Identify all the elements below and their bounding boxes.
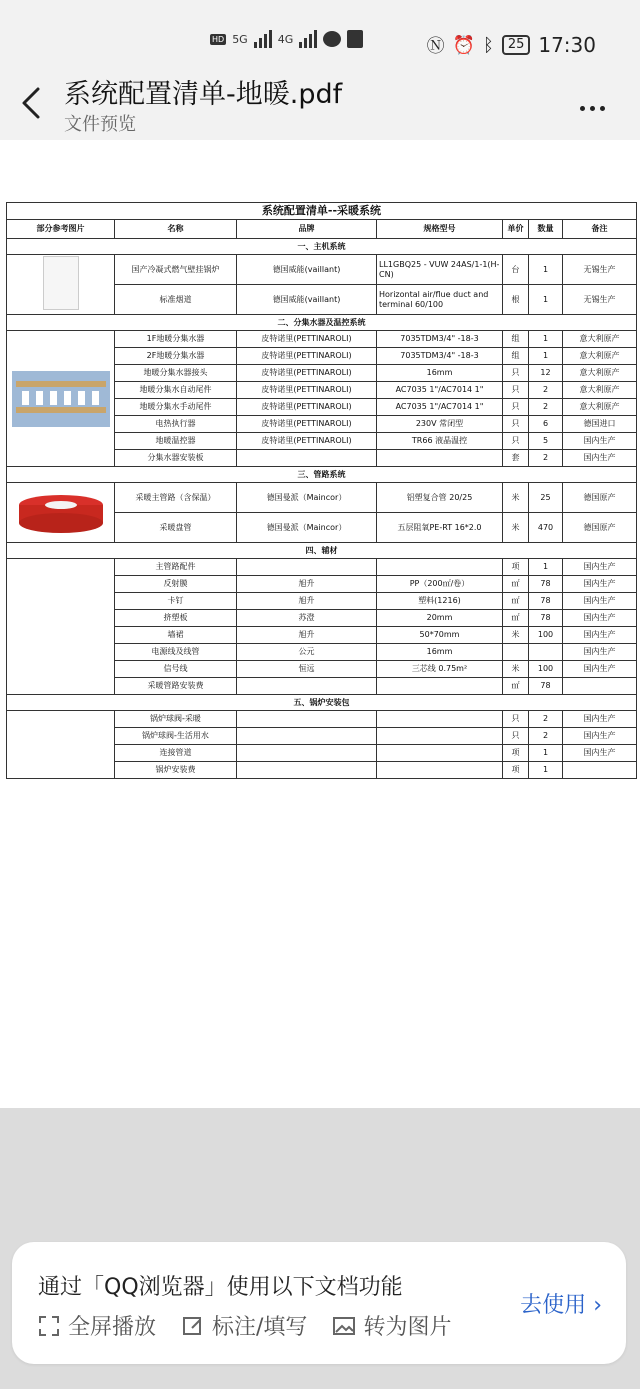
section-row xyxy=(7,315,637,331)
table-cell: 7035TDM3/4" -18-3 xyxy=(377,348,503,365)
fullscreen-button[interactable] xyxy=(38,1310,156,1341)
page-title: 系统配置清单-地暖.pdf xyxy=(64,79,343,110)
back-arrow-icon[interactable] xyxy=(18,86,46,120)
table-cell: 项 xyxy=(503,762,529,779)
clock: 17:30 xyxy=(538,33,596,57)
table-cell: 2 xyxy=(529,711,563,728)
table-cell: 意大利原产 xyxy=(563,331,637,348)
table-cell: 只 xyxy=(503,711,529,728)
column-header: 部分参考图片 xyxy=(7,220,115,239)
table-cell: 套 xyxy=(503,450,529,467)
table-cell: 78 xyxy=(529,576,563,593)
section-row xyxy=(7,695,637,711)
table-cell: 只 xyxy=(503,365,529,382)
signal-icon-2 xyxy=(299,30,317,48)
table-cell xyxy=(377,762,503,779)
table-cell: 无锡生产 xyxy=(563,285,637,315)
table-cell: 2 xyxy=(529,399,563,416)
table-cell: 1 xyxy=(529,762,563,779)
promo-features xyxy=(38,1310,451,1341)
table-cell xyxy=(237,450,377,467)
table-cell: ㎡ xyxy=(503,610,529,627)
document-preview[interactable] xyxy=(0,140,640,1108)
table-cell xyxy=(563,678,637,695)
reference-image-cell xyxy=(7,711,115,779)
table-cell xyxy=(377,678,503,695)
table-cell: 1 xyxy=(529,331,563,348)
battery-icon: 25 xyxy=(502,35,531,55)
table-cell: 项 xyxy=(503,745,529,762)
table-cell xyxy=(237,728,377,745)
table-cell: 五层阻氧PE-RT 16*2.0 xyxy=(377,513,503,543)
more-options-icon[interactable] xyxy=(580,96,610,106)
table-cell: 锅炉球阀-生活用水 xyxy=(115,728,237,745)
table-row xyxy=(7,255,637,285)
column-header: 品牌 xyxy=(237,220,377,239)
table-cell xyxy=(237,559,377,576)
reference-image-cell xyxy=(7,331,115,467)
use-now-button[interactable] xyxy=(520,1288,602,1319)
message-icon xyxy=(323,31,341,47)
table-caption: 系统配置清单--采暖系统 xyxy=(7,203,637,220)
fullscreen-label: 全屏播放 xyxy=(68,1315,157,1340)
table-cell: 100 xyxy=(529,661,563,678)
table-cell: ㎡ xyxy=(503,593,529,610)
table-cell xyxy=(563,762,637,779)
table-cell: 国内生产 xyxy=(563,644,637,661)
table-cell: TR66 液晶温控 xyxy=(377,433,503,450)
table-cell: 德国威能(vaillant) xyxy=(237,255,377,285)
table-cell: 2 xyxy=(529,382,563,399)
table-cell: 反射膜 xyxy=(115,576,237,593)
table-cell: 米 xyxy=(503,627,529,644)
table-cell: PP（200㎡/卷） xyxy=(377,576,503,593)
notification-icon xyxy=(347,30,363,48)
boiler-image xyxy=(43,256,79,310)
table-cell: 挤塑板 xyxy=(115,610,237,627)
table-row xyxy=(7,483,637,513)
table-cell: 国内生产 xyxy=(563,450,637,467)
table-cell: 米 xyxy=(503,483,529,513)
to-image-button[interactable] xyxy=(333,1310,451,1341)
edit-icon xyxy=(182,1315,204,1337)
table-cell: 德国原产 xyxy=(563,513,637,543)
table-cell: 5 xyxy=(529,433,563,450)
table-cell xyxy=(237,745,377,762)
table-cell: 电源线及线管 xyxy=(115,644,237,661)
table-cell: 6 xyxy=(529,416,563,433)
table-cell: 电热执行器 xyxy=(115,416,237,433)
table-cell: ㎡ xyxy=(503,576,529,593)
table-cell: 国内生产 xyxy=(563,711,637,728)
alarm-icon: ⏰ xyxy=(452,34,475,56)
reference-image-cell xyxy=(7,483,115,543)
table-cell: 主管路配件 xyxy=(115,559,237,576)
table-cell: 1 xyxy=(529,559,563,576)
table-cell: AC7035 1"/AC7014 1" xyxy=(377,399,503,416)
caption-row xyxy=(7,203,637,220)
table-cell: 组 xyxy=(503,348,529,365)
table-cell: 25 xyxy=(529,483,563,513)
table-cell xyxy=(377,745,503,762)
table-cell: 78 xyxy=(529,593,563,610)
table-cell: Horizontal air/flue duct and terminal 60/100 xyxy=(377,285,503,315)
manifold-image xyxy=(12,371,110,427)
table-cell: 信号线 xyxy=(115,661,237,678)
table-cell: 苏澄 xyxy=(237,610,377,627)
page-subtitle: 文件预览 xyxy=(64,114,136,135)
table-cell: 意大利原产 xyxy=(563,399,637,416)
table-cell: 皮特诺里(PETTINAROLI) xyxy=(237,365,377,382)
table-cell: 米 xyxy=(503,661,529,678)
table-row xyxy=(7,559,637,576)
table-cell: 地暖分集水手动尾件 xyxy=(115,399,237,416)
table-cell: 无锡生产 xyxy=(563,255,637,285)
table-cell: 只 xyxy=(503,382,529,399)
table-cell: 国内生产 xyxy=(563,728,637,745)
status-left xyxy=(210,30,363,48)
table-cell: 2 xyxy=(529,728,563,745)
table-cell: 16mm xyxy=(377,644,503,661)
hd-icon: HD xyxy=(212,34,225,44)
table-cell: 恒远 xyxy=(237,661,377,678)
table-cell: 1 xyxy=(529,255,563,285)
table-cell: 连接管道 xyxy=(115,745,237,762)
table-cell: 230V 常闭型 xyxy=(377,416,503,433)
table-cell xyxy=(503,644,529,661)
table-cell: 2F地暖分集水器 xyxy=(115,348,237,365)
table-cell xyxy=(237,711,377,728)
table-cell: 只 xyxy=(503,728,529,745)
image-icon xyxy=(333,1315,355,1337)
table-cell: 采暖管路安装费 xyxy=(115,678,237,695)
header-row xyxy=(7,220,637,239)
table-cell: 国产冷凝式燃气壁挂锅炉 xyxy=(115,255,237,285)
network-b-label: 4G xyxy=(277,32,294,46)
use-now-label: 去使用 xyxy=(520,1293,587,1318)
annotate-label: 标注/填写 xyxy=(212,1315,308,1340)
table-cell: 16mm xyxy=(377,365,503,382)
table-cell xyxy=(377,450,503,467)
table-cell: 国内生产 xyxy=(563,559,637,576)
pipe-coil-image xyxy=(16,493,106,533)
table-cell: 意大利原产 xyxy=(563,348,637,365)
promo-card xyxy=(12,1242,626,1364)
table-cell: AC7035 1"/AC7014 1" xyxy=(377,382,503,399)
table-cell: 皮特诺里(PETTINAROLI) xyxy=(237,382,377,399)
table-cell: 国内生产 xyxy=(563,433,637,450)
section-row xyxy=(7,467,637,483)
table-cell: LL1GBQ25 - VUW 24AS/1-1(H-CN) xyxy=(377,255,503,285)
table-cell: 只 xyxy=(503,399,529,416)
table-cell: 皮特诺里(PETTINAROLI) xyxy=(237,348,377,365)
table-cell: 台 xyxy=(503,255,529,285)
table-cell: 皮特诺里(PETTINAROLI) xyxy=(237,416,377,433)
table-cell: 皮特诺里(PETTINAROLI) xyxy=(237,331,377,348)
table-cell: 采暖主管路（含保温） xyxy=(115,483,237,513)
to-image-label: 转为图片 xyxy=(363,1315,452,1340)
table-cell xyxy=(377,711,503,728)
table-cell: 旭升 xyxy=(237,576,377,593)
table-cell: ㎡ xyxy=(503,678,529,695)
status-right xyxy=(427,32,596,58)
table-cell: 墙裙 xyxy=(115,627,237,644)
config-table xyxy=(6,202,637,779)
table-cell: 组 xyxy=(503,331,529,348)
table-cell xyxy=(237,762,377,779)
signal-icon xyxy=(254,30,272,48)
section-row xyxy=(7,239,637,255)
section-title: 五、锅炉安装包 xyxy=(7,695,637,711)
table-cell: 根 xyxy=(503,285,529,315)
fullscreen-icon xyxy=(38,1315,60,1337)
section-title: 四、辅材 xyxy=(7,543,637,559)
table-cell: 国内生产 xyxy=(563,593,637,610)
table-cell: 公元 xyxy=(237,644,377,661)
table-cell: 米 xyxy=(503,513,529,543)
table-cell: 1F地暖分集水器 xyxy=(115,331,237,348)
section-title: 一、主机系统 xyxy=(7,239,637,255)
section-title: 二、分集水器及温控系统 xyxy=(7,315,637,331)
table-cell: 卡钉 xyxy=(115,593,237,610)
bluetooth-icon: ᛒ xyxy=(483,34,494,56)
table-cell: 项 xyxy=(503,559,529,576)
column-header: 数量 xyxy=(529,220,563,239)
table-cell: 旭升 xyxy=(237,593,377,610)
table-cell: 1 xyxy=(529,285,563,315)
section-title: 三、管路系统 xyxy=(7,467,637,483)
table-cell xyxy=(377,728,503,745)
chevron-right-icon: › xyxy=(593,1293,602,1318)
table-cell: 地暖分集水器接头 xyxy=(115,365,237,382)
reference-image-cell xyxy=(7,255,115,315)
table-cell: 德国曼派（Maincor） xyxy=(237,483,377,513)
table-cell xyxy=(529,644,563,661)
table-cell xyxy=(377,559,503,576)
column-header: 规格型号 xyxy=(377,220,503,239)
table-cell: 分集水器安装板 xyxy=(115,450,237,467)
table-cell: 标准烟道 xyxy=(115,285,237,315)
table-cell: 德国曼派（Maincor） xyxy=(237,513,377,543)
table-cell: 三芯线 0.75m² xyxy=(377,661,503,678)
table-row xyxy=(7,711,637,728)
table-cell: 50*70mm xyxy=(377,627,503,644)
table-cell: 78 xyxy=(529,610,563,627)
table-cell: 只 xyxy=(503,416,529,433)
nfc-icon: Ⓝ xyxy=(426,36,445,57)
section-row xyxy=(7,543,637,559)
table-cell: 旭升 xyxy=(237,627,377,644)
table-cell: 地暖温控器 xyxy=(115,433,237,450)
app-bar xyxy=(0,58,640,140)
table-cell: 德国原产 xyxy=(563,483,637,513)
table-cell: 只 xyxy=(503,433,529,450)
table-cell: 地暖分集水自动尾件 xyxy=(115,382,237,399)
table-cell: 塑料(1216) xyxy=(377,593,503,610)
table-cell: 国内生产 xyxy=(563,661,637,678)
table-cell: 皮特诺里(PETTINAROLI) xyxy=(237,399,377,416)
table-cell: 1 xyxy=(529,348,563,365)
network-a-label: 5G xyxy=(232,32,248,46)
annotate-button[interactable] xyxy=(182,1310,307,1341)
table-cell: 锅炉球阀-采暖 xyxy=(115,711,237,728)
table-cell: 7035TDM3/4" -18-3 xyxy=(377,331,503,348)
table-cell: 皮特诺里(PETTINAROLI) xyxy=(237,433,377,450)
table-cell: 78 xyxy=(529,678,563,695)
table-cell: 国内生产 xyxy=(563,610,637,627)
table-cell: 意大利原产 xyxy=(563,382,637,399)
table-cell: 1 xyxy=(529,745,563,762)
table-cell: 100 xyxy=(529,627,563,644)
table-cell: 国内生产 xyxy=(563,745,637,762)
column-header: 单价 xyxy=(503,220,529,239)
table-row xyxy=(7,331,637,348)
table-cell: 德国威能(vaillant) xyxy=(237,285,377,315)
table-cell: 2 xyxy=(529,450,563,467)
table-cell: 锅炉安装费 xyxy=(115,762,237,779)
table-cell: 采暖盘管 xyxy=(115,513,237,543)
table-cell: 20mm xyxy=(377,610,503,627)
table-cell: 470 xyxy=(529,513,563,543)
table-cell: 德国进口 xyxy=(563,416,637,433)
reference-image-cell xyxy=(7,559,115,695)
column-header: 名称 xyxy=(115,220,237,239)
promo-title: 通过「QQ浏览器」使用以下文档功能 xyxy=(38,1275,403,1300)
table-cell: 国内生产 xyxy=(563,576,637,593)
column-header: 备注 xyxy=(563,220,637,239)
table-cell: 12 xyxy=(529,365,563,382)
table-cell xyxy=(237,678,377,695)
table-cell: 意大利原产 xyxy=(563,365,637,382)
table-cell: 铝塑复合管 20/25 xyxy=(377,483,503,513)
table-cell: 国内生产 xyxy=(563,627,637,644)
